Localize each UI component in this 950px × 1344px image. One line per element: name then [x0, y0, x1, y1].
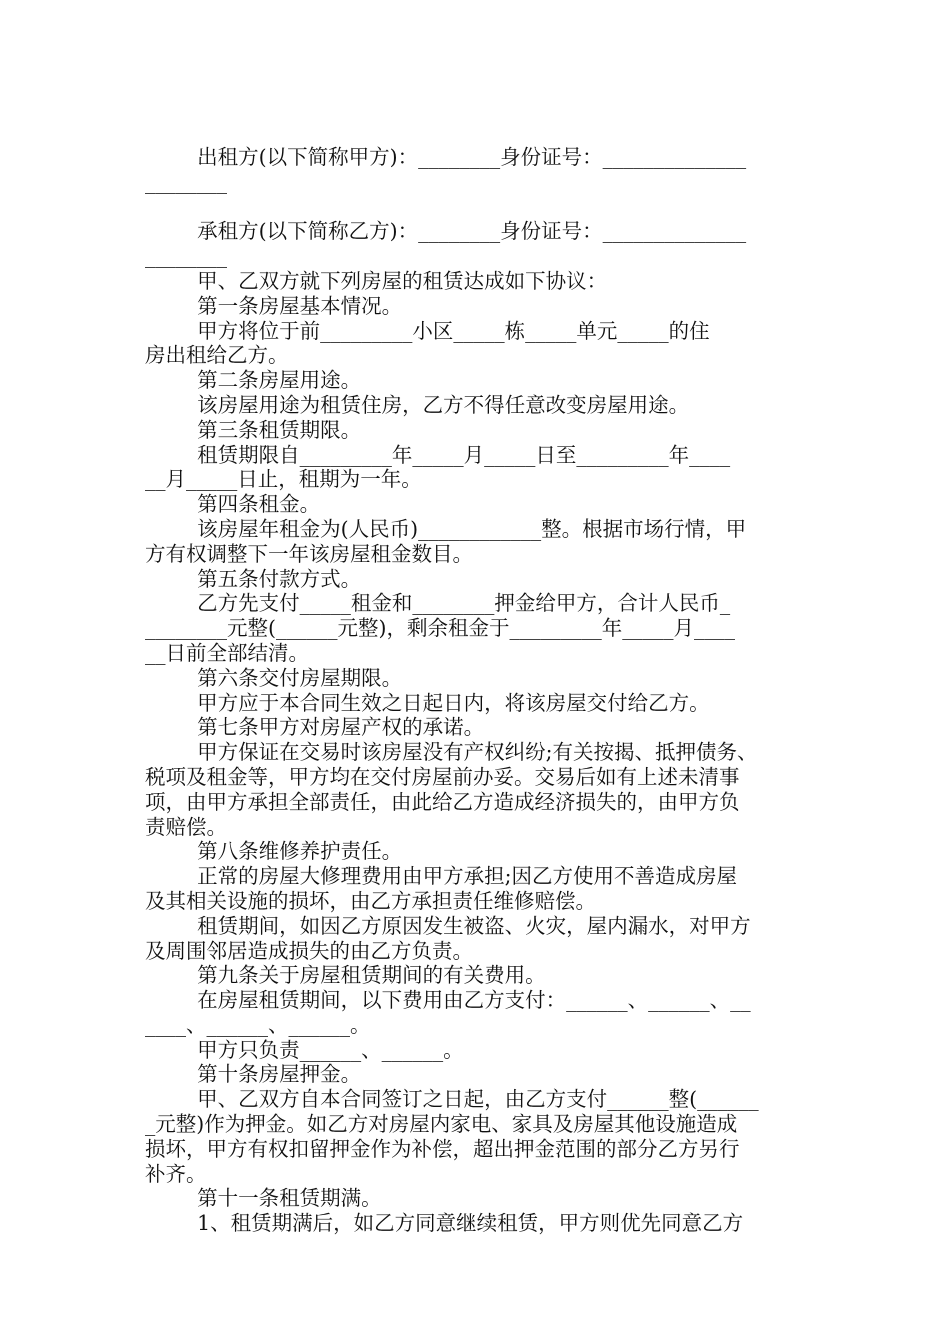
text-line: 甲方保证在交易时该房屋没有产权纠纷;有关按揭、抵押债务、	[145, 740, 758, 765]
text-line: 甲方应于本合同生效之日起日内，将该房屋交付给乙方。	[145, 690, 710, 715]
text-line: 项，由甲方承担全部责任，由此给乙方造成经济损失的，由甲方负	[145, 789, 740, 814]
text-line: 该房屋用途为租赁住房，乙方不得任意改变房屋用途。	[145, 392, 690, 417]
section-heading: 第三条租赁期限。	[145, 417, 362, 442]
section-heading: 第一条房屋基本情况。	[145, 293, 403, 318]
text-line: 租赁期间，如因乙方原因发生被盗、火灾，屋内漏水，对甲方	[145, 913, 751, 938]
text-line: 甲方将位于前_________小区_____栋_____单元_____的住	[145, 318, 710, 343]
text-line: 在房屋租赁期间，以下费用由乙方支付：______、______、__	[145, 988, 751, 1013]
text-line: _元整)作为押金。如乙方对房屋内家电、家具及房屋其他设施造成	[145, 1112, 738, 1137]
text-line: 及周围邻居造成损失的由乙方负责。	[145, 938, 473, 963]
text-line: 及其相关设施的损坏，由乙方承担责任维修赔偿。	[145, 888, 596, 913]
text-line: 方有权调整下一年该房屋租金数目。	[145, 541, 473, 566]
section-heading: 第八条维修养护责任。	[145, 839, 403, 864]
contract-body	[145, 145, 810, 1236]
text-line: ________元整(______元整)，剩余租金于_________年_____月____	[145, 616, 735, 641]
text-line: ________	[145, 169, 227, 194]
text-line: __月_____日止，租期为一年。	[145, 467, 422, 492]
text-line: ____、______、______。	[145, 1012, 371, 1037]
text-line: 1、租赁期满后，如乙方同意继续租赁，甲方则优先同意乙方	[145, 1211, 744, 1236]
text-line: 税项及租金等，甲方均在交付房屋前办妥。交易后如有上述未清事	[145, 764, 740, 789]
text-line: 租赁期限自_________年_____月_____日至_________年____	[145, 442, 731, 467]
text-line: 甲、乙双方自本合同签订之日起，由乙方支付______整(______	[145, 1087, 759, 1112]
text-line: ________	[145, 244, 227, 269]
section-heading: 第五条付款方式。	[145, 566, 362, 591]
text-line: 补齐。	[145, 1161, 207, 1186]
text-line: 损坏，甲方有权扣留押金作为补偿，超出押金范围的部分乙方另行	[145, 1136, 740, 1161]
text-line: 出租方(以下简称甲方)：________身份证号：______________	[145, 145, 747, 169]
section-heading: 第二条房屋用途。	[145, 368, 362, 393]
section-heading: 第四条租金。	[145, 492, 321, 517]
text-line: 乙方先支付_____租金和________押金给甲方，合计人民币_	[145, 591, 731, 616]
section-heading: 第六条交付房屋期限。	[145, 665, 403, 690]
text-line: 甲方只负责______、______。	[145, 1037, 464, 1062]
text-line: __日前全部结清。	[145, 640, 309, 665]
section-heading: 第七条甲方对房屋产权的承诺。	[145, 715, 485, 740]
section-heading: 第十条房屋押金。	[145, 1062, 362, 1087]
paragraph-gap	[145, 195, 810, 220]
text-line: 甲、乙双方就下列房屋的租赁达成如下协议：	[145, 268, 608, 293]
section-heading: 第十一条租赁期满。	[145, 1186, 382, 1211]
section-heading: 第九条关于房屋租赁期间的有关费用。	[145, 963, 546, 988]
text-line: 该房屋年租金为(人民币)____________整。根据市场行情，甲	[145, 516, 747, 541]
text-line: 责赔偿。	[145, 814, 227, 839]
text-line: 房出租给乙方。	[145, 343, 289, 368]
text-line: 承租方(以下简称乙方)：________身份证号：______________	[145, 219, 747, 244]
text-line: 正常的房屋大修理费用由甲方承担;因乙方使用不善造成房屋	[145, 864, 738, 889]
